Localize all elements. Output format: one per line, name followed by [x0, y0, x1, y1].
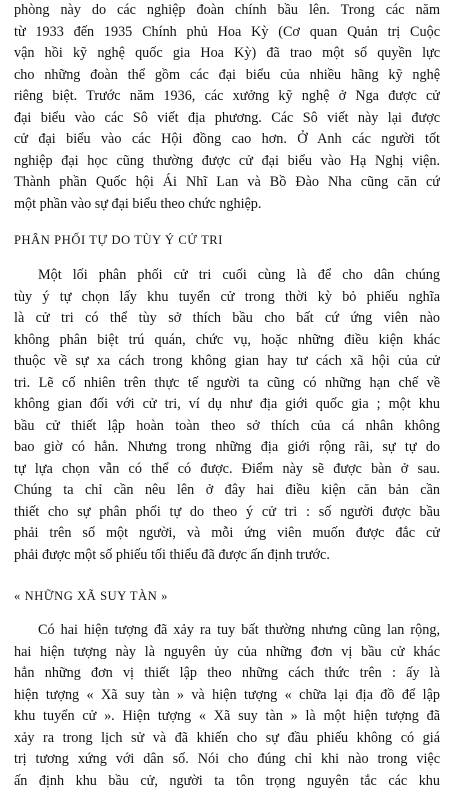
text-line: tự lựa chọn vẫn có thể có được. Điểm này sẽ được bàn ở sau.: [14, 459, 440, 481]
text-line: không phân biệt trú quán, chức vụ, hoặc những điều kiện khác: [14, 330, 440, 352]
text-line: là cử tri có thể tùy sở thích bầu cho bất cứ ứng viên nào: [14, 308, 440, 330]
text-line: đại biểu vào các Sô viết địa phương. Các Sô viết này lại được: [14, 108, 440, 130]
text-line: từ 1933 đến 1935 Chính phủ Hoa Kỳ (Cơ quan Quản trị Cuộc: [14, 22, 440, 44]
text-line: tri. Lẽ cố nhiên trên thực tế người ta cũng có những hạn chế về: [14, 373, 440, 395]
text-line: cử đại biểu vào các Hội đồng cao hơn. Ở Anh các người tốt: [14, 129, 440, 151]
text-line: một phần vào sự đại biểu theo chức nghiệp.: [14, 194, 440, 216]
text-line: phải được một số phiếu tối thiểu đã được ấn định trước.: [14, 545, 440, 567]
paragraph-1: [14, 0, 440, 215]
text-line: Có hai hiện tượng đã xảy ra tuy bất thường nhưng cũng lan rộng,: [14, 620, 440, 642]
text-line: ấn định khu bầu cử, người ta tôn trọng nguyên tắc các khu: [14, 771, 440, 792]
text-line: hẳn những đơn vị thiết lập theo những cách thức trên : ấy là: [14, 663, 440, 685]
document-page: [14, 0, 440, 792]
text-line: thiết cho sự phân phối tự do theo ý cử tri : số người được bầu: [14, 502, 440, 524]
section-heading: PHÂN PHỐI TỰ DO TÙY Ý CỬ TRI: [14, 230, 440, 250]
text-line: tùy ý tự chọn lấy khu tuyển cử trong thời kỳ bỏ phiếu nghĩa: [14, 287, 440, 309]
text-line: Chúng ta chỉ cần nêu lên ở đây hai điều kiện căn bản cần: [14, 480, 440, 502]
text-line: khu tuyển cử ». Hiện tượng « Xã suy tàn » là một hiện tượng đã: [14, 706, 440, 728]
text-line: Thành phần Quốc hội Ái Nhĩ Lan và Bồ Đào Nha cũng căn cứ: [14, 172, 440, 194]
text-line: phòng này do các nghiệp đoàn chính bầu lên. Trong các năm: [14, 0, 440, 22]
text-line: xảy ra trong lịch sử và đã khiến cho sự đầu phiếu không có giá: [14, 728, 440, 750]
text-line: trị tương xứng với dân số. Nói cho đúng chỉ khi nào trong việc: [14, 749, 440, 771]
paragraph-3: [14, 620, 440, 792]
text-line: nghiệp đại học cũng thường được cử đại biểu vào Hạ Nghị viện.: [14, 151, 440, 173]
text-line: bao giờ có hẳn. Nhưng trong những địa giới rộng rãi, sự tự do: [14, 437, 440, 459]
text-line: thuộc về sự xa cách trong không gian hay tư cách xã hội của cử: [14, 351, 440, 373]
text-line: bầu cử thiết lập hoàn toàn theo sở thích của cá nhân không: [14, 416, 440, 438]
text-line: cho những đoàn thể gồm các đại biểu của nhiều hãng kỹ nghệ: [14, 65, 440, 87]
section-heading: « NHỮNG XÃ SUY TÀN »: [14, 586, 440, 606]
text-line: Một lối phân phối cử tri cuối cùng là để cho dân chúng: [14, 265, 440, 287]
text-line: vận hồi kỹ nghệ quốc gia Hoa Kỳ) đã trao một số quyền lực: [14, 43, 440, 65]
text-line: không gian đối với cử tri, ví dụ như địa giới quốc gia ; một khu: [14, 394, 440, 416]
text-line: riêng biệt. Trước năm 1936, các xưởng kỹ nghệ ở Nga được cử: [14, 86, 440, 108]
text-line: hiện tượng « Xã suy tàn » và hiện tượng « chữa lại địa đồ để lập: [14, 685, 440, 707]
text-line: phải trên số một người, và mỗi ứng viên muốn được đắc cử: [14, 523, 440, 545]
paragraph-2: [14, 265, 440, 566]
text-line: hai hiện tượng này là nguyên ủy của những đơn vị bầu cử khác: [14, 642, 440, 664]
